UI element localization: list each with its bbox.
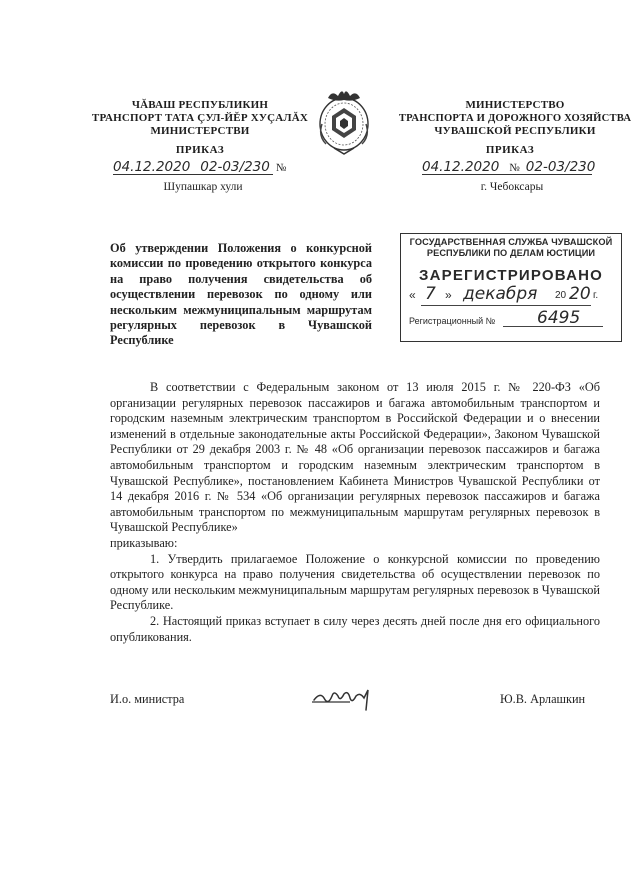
stamp-registration <box>407 308 615 328</box>
body-paragraph-1: В соответствии с Федеральным законом от 13 июля 2015 г. № 220-ФЗ «Об организации регулярных перевозок пассажиров и багажа автомобильным транспортом и городским наземным электрическим транспортом в Российской Федерации и о внесении изменений в отдельные законодательные акты Российской Федерации», Законом Чувашской Республики от 29 декабря 2003 г. № 48 «Об организации перевозок пассажиров и багажа автомобильным транспортом и городским наземным электрическим транспортом в Чувашской Республике», постановлением Кабинета Министров Чувашской Республики от 14 декабря 2016 г. № 534 «Об организации регулярных перевозок пассажиров и багажа автомобильным транспортом по межмуниципальным маршрутам регулярных перевозок в Чувашской Республике» <box>110 380 600 535</box>
stamp-date <box>407 286 615 308</box>
document-body <box>110 380 600 645</box>
stamp-reg-label: Регистрационный № <box>409 316 496 326</box>
registration-stamp <box>400 233 622 342</box>
right-order-label: ПРИКАЗ <box>485 144 535 156</box>
body-item-2: 2. Настоящий приказ вступает в силу через десять дней после дня его официального опубликования. <box>110 613 600 644</box>
left-order-underline <box>113 174 273 175</box>
body-order-word: приказываю: <box>110 535 178 550</box>
left-city: Шупашкар хули <box>163 181 243 193</box>
stamp-year-g: г. <box>593 290 599 301</box>
stamp-month: декабря <box>463 284 538 304</box>
left-order-date: 04.12.2020 <box>113 159 191 175</box>
right-city: г. Чебоксары <box>480 181 544 193</box>
stamp-year-suffix: 20 <box>569 284 591 304</box>
stamp-open-quote: « <box>409 288 416 302</box>
emblem-icon <box>312 84 376 158</box>
stamp-year-prefix: 20 <box>555 290 567 301</box>
stamp-status: ЗАРЕГИСТРИРОВАНО <box>418 267 604 284</box>
left-order-number: 02-03/230 <box>200 159 270 175</box>
left-order-label: ПРИКАЗ <box>175 144 225 156</box>
right-order-underline <box>422 174 592 175</box>
stamp-line2: РЕСПУБЛИКИ ПО ДЕЛАМ ЮСТИЦИИ <box>426 248 596 258</box>
stamp-close-quote: » <box>445 288 452 302</box>
left-org-line2: ТРАНСПОРТ ТАТА ÇУЛ-ЙĔР ХУÇАЛĂХ <box>91 112 309 124</box>
body-item-1: 1. Утвердить прилагаемое Положение о конкурсной комиссии по проведению открытого конкурса на право получения свидетельства об осуществлении перевозок по одному или нескольким межмуниципальным маршрутам регулярных перевозок в Чувашской Республике. <box>110 551 600 613</box>
left-order-line <box>113 158 288 174</box>
right-org-line3: ЧУВАШСКОЙ РЕСПУБЛИКИ <box>434 125 596 137</box>
document-subject: Об утверждении Положения о конкурсной комиссии по проведению открытого конкурса на право получения свидетельства об осуществлении перевозок по одному или нескольким межмуниципальным маршрутам регулярных перевозок в Чувашской Республике <box>110 241 372 348</box>
stamp-date-underline <box>421 305 591 306</box>
left-org-name <box>85 99 315 138</box>
left-org-line1: ЧĂВАШ РЕСПУБЛИКИН <box>131 99 269 111</box>
stamp-reg-underline <box>503 326 603 327</box>
right-number-sign: № <box>509 162 520 174</box>
stamp-day: 7 <box>425 284 436 304</box>
left-number-sign: № <box>275 162 287 174</box>
stamp-reg-number: 6495 <box>537 308 581 328</box>
right-order-date: 04.12.2020 <box>422 159 500 175</box>
right-org-line1: МИНИСТЕРСТВО <box>465 99 565 111</box>
signer-position: И.о. министра <box>110 692 185 706</box>
signature-icon <box>310 682 376 718</box>
right-order-line <box>422 158 622 174</box>
left-org-line3: МИНИСТЕРСТВИ <box>150 125 250 137</box>
right-order-number: 02-03/230 <box>525 159 596 175</box>
right-org-name <box>390 99 640 138</box>
signer-name: Ю.В. Арлашкин <box>500 692 586 706</box>
stamp-line1: ГОСУДАРСТВЕННАЯ СЛУЖБА ЧУВАШСКОЙ <box>409 237 613 247</box>
right-org-line2: ТРАНСПОРТА И ДОРОЖНОГО ХОЗЯЙСТВА <box>398 113 632 124</box>
